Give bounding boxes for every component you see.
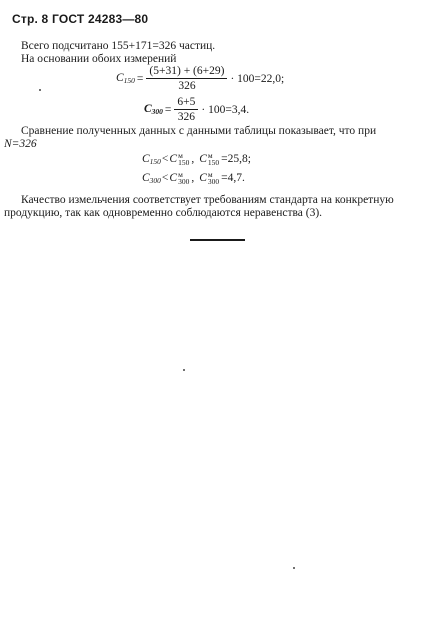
stray-mark xyxy=(293,567,295,569)
formula-c150-fraction xyxy=(146,65,227,92)
formula-c300 xyxy=(144,96,249,123)
total-count-line: Всего подсчитано 155+171=326 частиц. xyxy=(21,40,216,52)
formula-c150-numerator: (5+31) + (6+29) xyxy=(146,65,227,79)
formula-c300-lhs: $C_{300}$ xyxy=(144,103,163,116)
stray-mark xyxy=(39,89,41,91)
ineq300-c: $C_{300}$ xyxy=(142,171,161,185)
formula-c150-lhs: $C_{150}$ xyxy=(116,72,135,85)
inequality-300 xyxy=(142,171,245,185)
formula-c150-eq: = xyxy=(136,72,144,85)
ineq150-cm: C xyxy=(169,153,178,165)
ineq150-c: $C_{150}$ xyxy=(142,152,161,166)
ineq300-cm-index: м 300 xyxy=(178,170,190,186)
ineq300-cm2-index: м 300 xyxy=(207,170,220,186)
inequality-150 xyxy=(142,152,251,166)
ineq300-tail: =4,7. xyxy=(221,172,245,184)
formula-c300-numerator: 6+5 xyxy=(174,96,198,110)
comparison-line-1: Сравнение полученных данных с данными таблицы показывает, что при xyxy=(21,125,377,137)
conclusion-line-2: продукцию, так как одновременно соблюдаются неравенства (3). xyxy=(4,207,323,219)
standard-number: ГОСТ 24283—80 xyxy=(51,12,149,26)
formula-c300-eq: = xyxy=(164,103,172,116)
comparison-line-2: N=326 xyxy=(4,138,37,150)
ineq300-cm: C xyxy=(169,172,178,184)
formula-c150 xyxy=(116,65,284,92)
ineq300-comma: , xyxy=(191,172,195,184)
ineq150-cm-index: м 150 xyxy=(178,151,190,167)
ineq150-lt: < xyxy=(161,153,169,165)
formula-c300-fraction xyxy=(174,96,198,123)
page-number: Стр. 8 xyxy=(12,12,49,26)
ineq150-tail: =25,8; xyxy=(221,153,251,165)
ineq150-cm2-index: м 150 xyxy=(207,151,220,167)
stray-mark xyxy=(183,369,185,371)
ineq150-comma: , xyxy=(191,153,195,165)
ineq150-cm2: C xyxy=(199,153,207,165)
end-rule xyxy=(190,239,245,241)
formula-c300-tail: · 100=3,4. xyxy=(201,103,250,116)
ineq300-lt: < xyxy=(161,172,169,184)
formula-c150-denominator: 326 xyxy=(178,80,196,92)
measurements-line: На основании обоих измерений xyxy=(21,53,177,65)
formula-c150-tail: · 100=22,0; xyxy=(230,72,285,85)
page-header xyxy=(12,12,148,26)
conclusion-line-1: Качество измельчения соответствует требованиям стандарта на конкретную xyxy=(21,194,394,206)
ineq300-cm2: C xyxy=(199,172,207,184)
formula-c300-denominator: 326 xyxy=(177,111,196,123)
